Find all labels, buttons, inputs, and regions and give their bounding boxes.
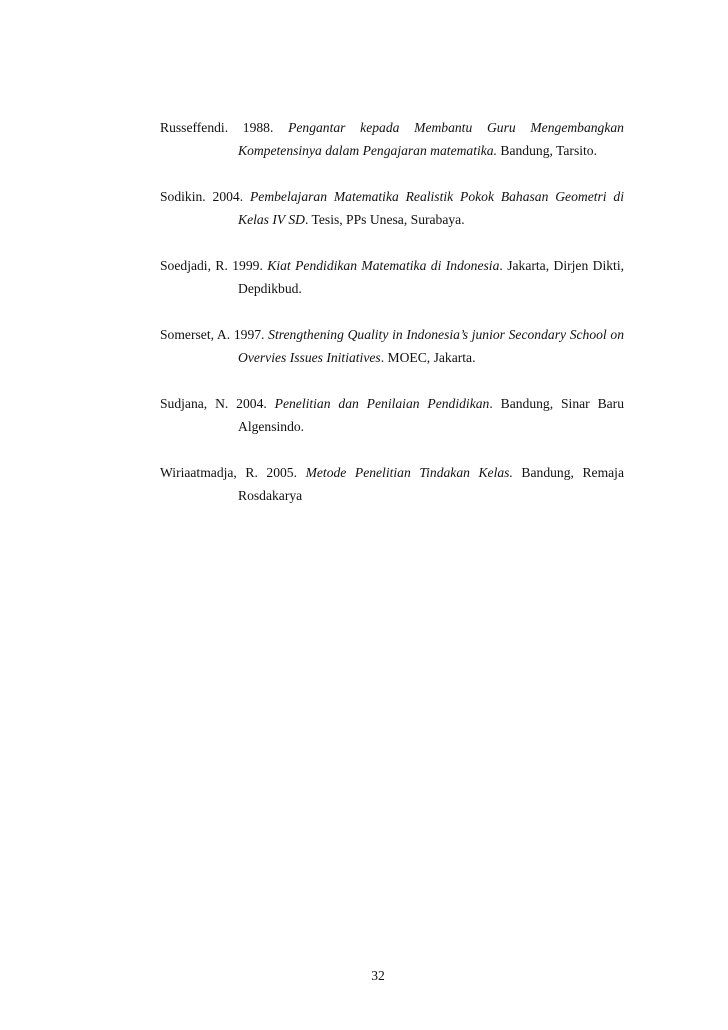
reference-entry xyxy=(160,254,624,300)
reference-title: Metode Penelitian Tindakan Kelas. xyxy=(305,465,513,480)
reference-author: Russeffendi. 1988. xyxy=(160,120,274,135)
reference-publisher: . Bandung, Sinar Baru Algensindo. xyxy=(238,396,624,434)
reference-entry xyxy=(160,323,624,369)
reference-publisher: . Jakarta, Dirjen Dikti, Depdikbud. xyxy=(238,258,624,296)
reference-author: Somerset, A. 1997. xyxy=(160,327,265,342)
reference-author: Wiriaatmadja, R. 2005. xyxy=(160,465,297,480)
reference-publisher: Bandung, Remaja Rosdakarya xyxy=(238,465,624,503)
reference-entry xyxy=(160,461,624,507)
reference-publisher: . MOEC, Jakarta. xyxy=(380,350,476,365)
reference-author: Sodikin. 2004. xyxy=(160,189,244,204)
reference-title: Pengantar kepada Membantu Guru Mengembangkan Kompetensinya dalam Pengajaran matematika. xyxy=(238,120,624,158)
reference-title: Kiat Pendidikan Matematika di Indonesia xyxy=(267,258,500,273)
reference-title: Penelitian dan Penilaian Pendidikan xyxy=(274,396,490,411)
reference-title: Pembelajaran Matematika Realistik Pokok Bahasan Geometri di Kelas IV SD xyxy=(238,189,625,227)
reference-author: Sudjana, N. 2004. xyxy=(160,396,267,411)
reference-publisher: . Tesis, PPs Unesa, Surabaya. xyxy=(304,212,465,227)
bibliography-list xyxy=(160,116,624,507)
reference-entry xyxy=(160,392,624,438)
reference-publisher: Bandung, Tarsito. xyxy=(500,143,597,158)
reference-entry xyxy=(160,116,624,162)
reference-author: Soedjadi, R. 1999. xyxy=(160,258,263,273)
reference-title: Strengthening Quality in Indonesia’s junior Secondary School on Overvies Issues Initiatives xyxy=(238,327,624,365)
reference-entry xyxy=(160,185,624,231)
page-number: 32 xyxy=(371,968,385,983)
